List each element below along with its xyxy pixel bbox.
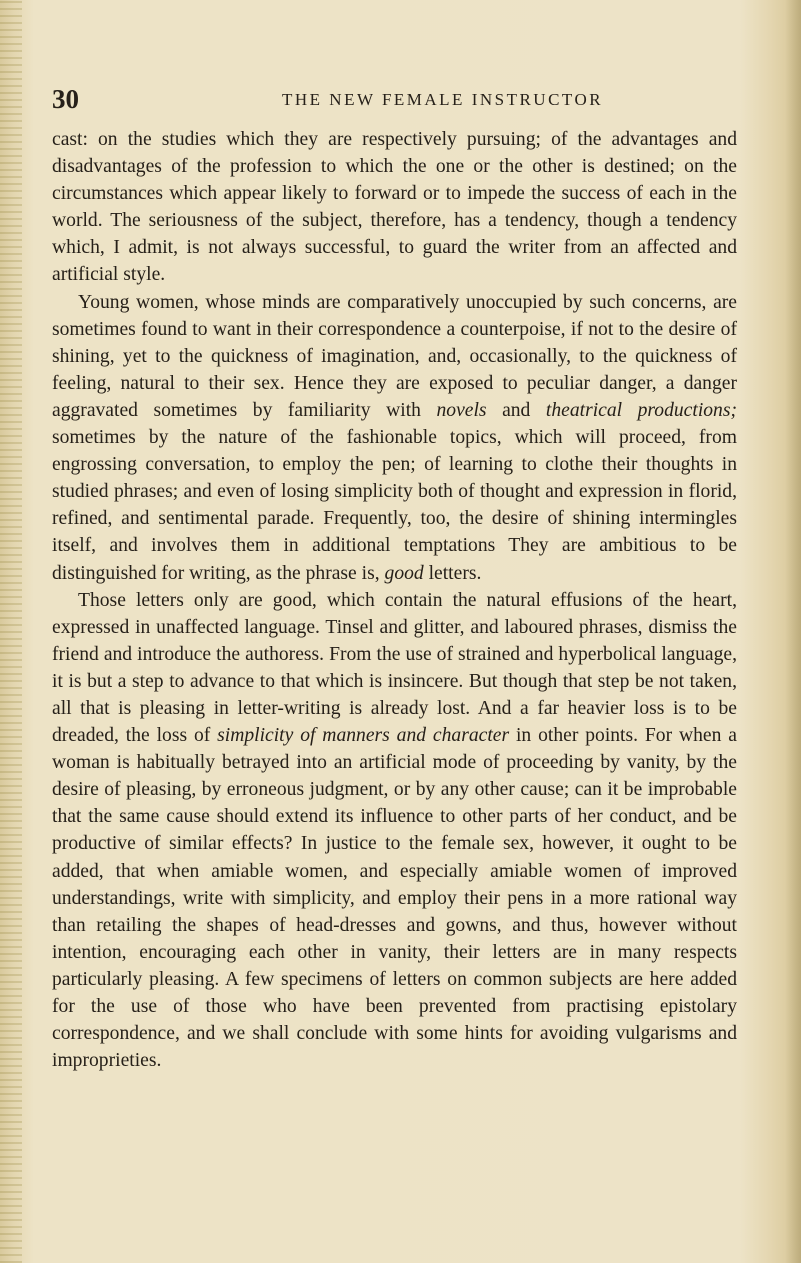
text-run: and	[486, 399, 546, 421]
text-run: letters.	[423, 562, 482, 584]
italic-text-run: good	[384, 562, 424, 584]
italic-text-run: simplicity of manners and character	[217, 725, 510, 747]
italic-text-run: novels	[436, 399, 487, 421]
text-run: Those letters only are good, which contain the natural effusions of the heart, expressed in unaffected language. Tinsel and glitter, and laboured phrases, dismiss the friend and introduce the authoress. From the use of strained and hyperbolical language, it is but a step to advance to that which is insincere. But though that step be not taken, all that is pleasing in letter-writing is already lost. And a far heavier loss is to be dreaded, the loss of	[52, 589, 737, 747]
page-outer-edge	[785, 0, 801, 1263]
italic-text-run: theatrical productions;	[545, 399, 738, 421]
text-run: in other points. For when a woman is habitually betrayed into an artificial mode of proceeding by vanity, by the desire of pleasing, by erroneous judgment, or by any other cause; can it be improbable that the same cause should extend its influence to other parts of her conduct, and be productive of similar effects? In justice to the female sex, however, it ought to be added, that when amiable women, and especially amiable women of improved understandings, write with simplicity, and employ their pens in a more rational way than retailing the shapes of head-dresses and gowns, and thus, however without intention, encouraging each other in vanity, their letters are in many respects particularly pleasing. A few specimens of letters on common subjects are here added for the use of those who have been prevented from practising epistolary correspondence, and we shall conclude with some hints for avoiding vulgarisms and improprieties.	[52, 725, 737, 1072]
text-run: sometimes by the nature of the fashionable topics, which will proceed, from engrossing conversation, to employ the pen; of learning to clothe their thoughts in studied phrases; and even of losing simplicity both of thought and expression in florid, refined, and sentimental parade. Frequently, too, the desire of shining intermingles itself, and involves them in additional temptations They are ambitious to be distinguished for writing, as the phrase is,	[52, 427, 737, 584]
paragraph	[52, 587, 737, 1075]
page-number: 30	[52, 84, 79, 114]
running-title: THE NEW FEMALE INSTRUCTOR	[282, 90, 604, 109]
text-run: cast: on the studies which they are respectively pursuing; of the advantages and disadvantages of the profession to which the one or the other is destined; on the circumstances which appear likely to forward or to impede the success of each in the world. The seriousness of the subject, therefore, has a tendency, though a tendency which, I admit, is not always successful, to guard the writer from an affected and artificial style.	[52, 129, 737, 286]
paragraph	[52, 289, 737, 587]
paragraph	[52, 126, 737, 289]
page-header	[52, 82, 692, 116]
page-binding-edge	[0, 0, 22, 1263]
text-run: Young women, whose minds are comparatively unoccupied by such concerns, are sometimes found to want in their correspondence a counterpoise, if not to the desire of shining, yet to the quickness of imagination, and, occasionally, to the quickness of feeling, natural to their sex. Hence they are exposed to peculiar danger, a danger aggravated sometimes by familiarity with	[52, 291, 737, 421]
body-text	[52, 126, 737, 1074]
